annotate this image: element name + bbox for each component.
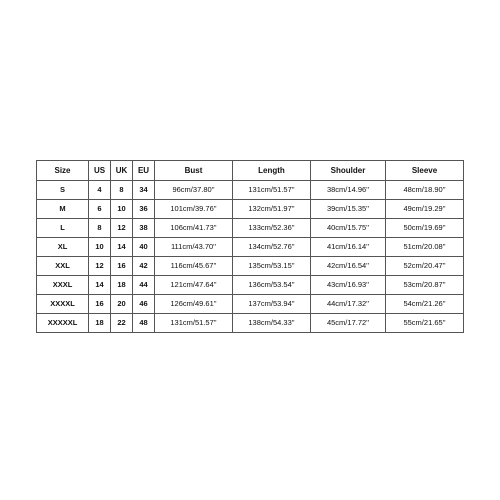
- shoulder-cell: 42cm/16.54'': [311, 257, 386, 276]
- table-row: [37, 314, 464, 333]
- sleeve-cell: 54cm/21.26'': [386, 295, 464, 314]
- bust-cell: 126cm/49.61'': [155, 295, 233, 314]
- bust-cell: 101cm/39.76'': [155, 200, 233, 219]
- us-cell: 8: [89, 219, 111, 238]
- length-cell: 137cm/53.94'': [233, 295, 311, 314]
- bust-cell: 116cm/45.67'': [155, 257, 233, 276]
- bust-cell: 131cm/51.57'': [155, 314, 233, 333]
- size-cell: XXXL: [37, 276, 89, 295]
- eu-cell: 38: [133, 219, 155, 238]
- size-cell: L: [37, 219, 89, 238]
- sleeve-cell: 52cm/20.47'': [386, 257, 464, 276]
- us-cell: 4: [89, 181, 111, 200]
- length-cell: 135cm/53.15'': [233, 257, 311, 276]
- header-uk: UK: [111, 161, 133, 181]
- header-bust: Bust: [155, 161, 233, 181]
- sleeve-cell: 48cm/18.90'': [386, 181, 464, 200]
- eu-cell: 44: [133, 276, 155, 295]
- eu-cell: 48: [133, 314, 155, 333]
- uk-cell: 12: [111, 219, 133, 238]
- size-cell: XL: [37, 238, 89, 257]
- length-cell: 134cm/52.76'': [233, 238, 311, 257]
- size-cell: XXL: [37, 257, 89, 276]
- table-row: [37, 276, 464, 295]
- table-row: [37, 257, 464, 276]
- header-shoulder: Shoulder: [311, 161, 386, 181]
- uk-cell: 8: [111, 181, 133, 200]
- length-cell: 133cm/52.36'': [233, 219, 311, 238]
- bust-cell: 96cm/37.80'': [155, 181, 233, 200]
- shoulder-cell: 41cm/16.14'': [311, 238, 386, 257]
- sleeve-cell: 55cm/21.65'': [386, 314, 464, 333]
- us-cell: 16: [89, 295, 111, 314]
- uk-cell: 14: [111, 238, 133, 257]
- size-cell: XXXXL: [37, 295, 89, 314]
- shoulder-cell: 43cm/16.93'': [311, 276, 386, 295]
- bust-cell: 111cm/43.70'': [155, 238, 233, 257]
- table-row: [37, 200, 464, 219]
- sleeve-cell: 51cm/20.08'': [386, 238, 464, 257]
- table-row: [37, 238, 464, 257]
- shoulder-cell: 39cm/15.35'': [311, 200, 386, 219]
- bust-cell: 121cm/47.64'': [155, 276, 233, 295]
- bust-cell: 106cm/41.73'': [155, 219, 233, 238]
- header-us: US: [89, 161, 111, 181]
- shoulder-cell: 38cm/14.96'': [311, 181, 386, 200]
- table-row: [37, 295, 464, 314]
- uk-cell: 10: [111, 200, 133, 219]
- eu-cell: 46: [133, 295, 155, 314]
- eu-cell: 40: [133, 238, 155, 257]
- size-cell: M: [37, 200, 89, 219]
- header-size: Size: [37, 161, 89, 181]
- uk-cell: 16: [111, 257, 133, 276]
- us-cell: 14: [89, 276, 111, 295]
- table-row: [37, 181, 464, 200]
- size-cell: S: [37, 181, 89, 200]
- uk-cell: 20: [111, 295, 133, 314]
- eu-cell: 36: [133, 200, 155, 219]
- eu-cell: 34: [133, 181, 155, 200]
- length-cell: 138cm/54.33'': [233, 314, 311, 333]
- shoulder-cell: 45cm/17.72'': [311, 314, 386, 333]
- us-cell: 12: [89, 257, 111, 276]
- length-cell: 131cm/51.57'': [233, 181, 311, 200]
- sleeve-cell: 50cm/19.69'': [386, 219, 464, 238]
- header-length: Length: [233, 161, 311, 181]
- shoulder-cell: 44cm/17.32'': [311, 295, 386, 314]
- us-cell: 10: [89, 238, 111, 257]
- sleeve-cell: 53cm/20.87'': [386, 276, 464, 295]
- us-cell: 6: [89, 200, 111, 219]
- header-eu: EU: [133, 161, 155, 181]
- shoulder-cell: 40cm/15.75'': [311, 219, 386, 238]
- length-cell: 132cm/51.97'': [233, 200, 311, 219]
- eu-cell: 42: [133, 257, 155, 276]
- sleeve-cell: 49cm/19.29'': [386, 200, 464, 219]
- size-cell: XXXXXL: [37, 314, 89, 333]
- us-cell: 18: [89, 314, 111, 333]
- header-sleeve: Sleeve: [386, 161, 464, 181]
- size-chart-table: [36, 160, 464, 333]
- length-cell: 136cm/53.54'': [233, 276, 311, 295]
- uk-cell: 22: [111, 314, 133, 333]
- table-row: [37, 219, 464, 238]
- uk-cell: 18: [111, 276, 133, 295]
- table-header-row: [37, 161, 464, 181]
